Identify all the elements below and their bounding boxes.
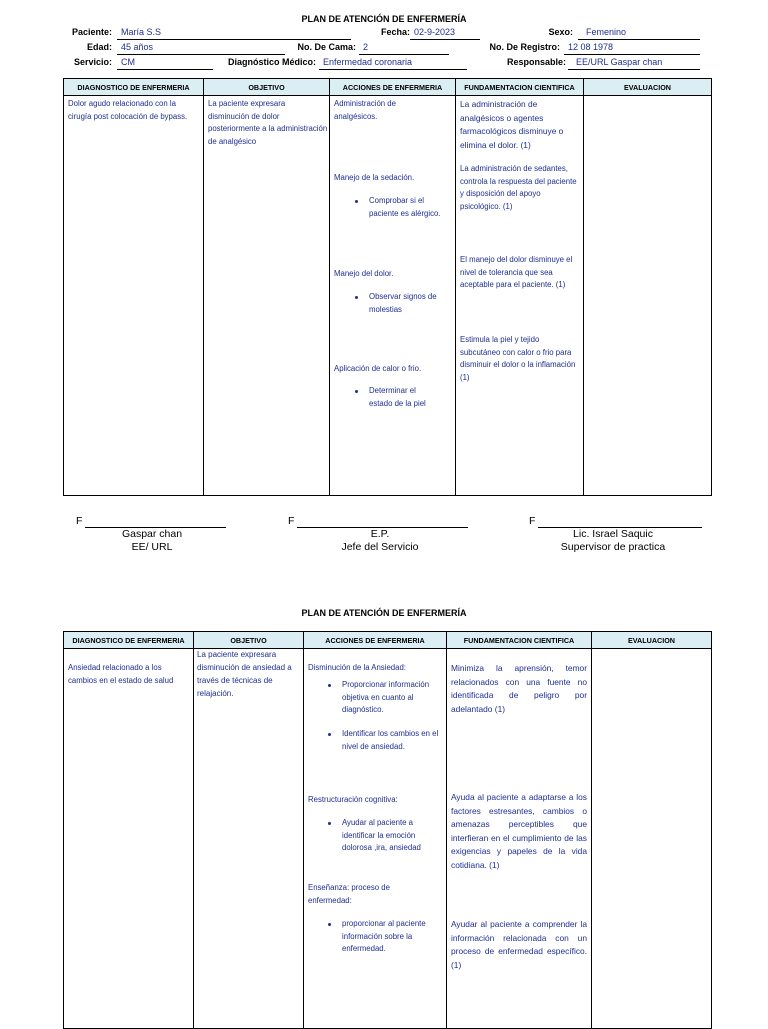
accion-restructuracion: Restructuración cognitiva: xyxy=(308,795,398,804)
accion-dolor-item: Observar signos de molestias xyxy=(369,292,437,314)
signature-name-2: E.P. xyxy=(370,528,390,540)
bullet-icon xyxy=(355,390,358,393)
accion-ansiedad-item-2: Identificar los cambios en el nivel de ansiedad. xyxy=(342,729,439,751)
paciente-label: Paciente: xyxy=(71,27,112,37)
registro-line xyxy=(564,54,700,55)
col-fundamentacion: FUNDAMENTACION CIENTIFICA xyxy=(447,632,592,649)
edad-value: 45 años xyxy=(121,42,154,52)
fundamentacion-1: Minimiza la aprensión, temor relacionados con una fuente no identificada de peligro por adelantado (1) xyxy=(451,663,587,714)
diagnostico-cell xyxy=(64,96,204,496)
bullet-icon xyxy=(328,733,331,736)
accion-restructuracion-item: Ayudar al paciente a identificar la emoción dolorosa ,ira, ansiedad xyxy=(342,818,421,852)
fundamentacion-4: Estimula la piel y tejido subcutáneo con calor o frio para disminuir el dolor o la inflamación (1) xyxy=(460,335,576,382)
bullet-icon xyxy=(328,684,331,687)
col-objetivo: OBJETIVO xyxy=(194,632,304,649)
sexo-line xyxy=(578,39,700,40)
fundamentacion-cell xyxy=(447,649,592,1029)
col-evaluacion: EVALUACION xyxy=(592,632,712,649)
fundamentacion-cell xyxy=(456,96,584,496)
page-title: PLAN DE ATENCIÓN DE ENFERMERÍA xyxy=(301,14,467,24)
fundamentacion-3: Ayudar al paciente a comprender la información relacionada con un proceso de enfermedad específico. (1) xyxy=(451,919,587,970)
signature-role-1: EE/ URL xyxy=(131,541,173,553)
evaluacion-cell xyxy=(584,96,712,496)
accion-sedacion-item: Comprobar si el paciente es alérgico. xyxy=(369,196,441,218)
fecha-label: Fecha: xyxy=(380,27,410,37)
cama-value: 2 xyxy=(363,42,369,52)
signature-f-3: F xyxy=(529,515,536,527)
evaluacion-cell xyxy=(592,649,712,1029)
registro-value: 12 08 1978 xyxy=(568,42,614,52)
signature-role-2: Jefe del Servicio xyxy=(341,541,419,553)
cama-label: No. De Cama: xyxy=(297,42,356,52)
col-acciones: ACCIONES DE ENFERMERIA xyxy=(330,79,456,96)
fundamentacion-1: La administración de analgésicos o agentes farmacológicos disminuye o elimina el dolor. (1) xyxy=(460,99,564,150)
bullet-icon xyxy=(328,923,331,926)
responsable-line xyxy=(568,69,700,70)
edad-line xyxy=(117,54,285,55)
fundamentacion-2: La administración de sedantes, controla la respuesta del paciente y disposición del apoyo psicológico. (1) xyxy=(460,164,577,211)
diagnostico-cell xyxy=(64,649,194,1029)
col-evaluacion: EVALUACION xyxy=(584,79,712,96)
fundamentacion-2: Ayuda al paciente a adaptarse a los factores estresantes, cambios o amenazas perceptibles que interfieran en el cumplimiento de las exigencias y papeles de la vida cotidiana. (1) xyxy=(451,792,587,870)
registro-label: No. De Registro: xyxy=(489,42,560,52)
diag-medico-label: Diagnóstico Médico: xyxy=(227,57,316,67)
diagnostico-text: Dolor agudo relacionado con la cirugía post colocación de bypass. xyxy=(68,99,188,121)
col-fundamentacion: FUNDAMENTACION CIENTIFICA xyxy=(456,79,584,96)
responsable-value: EE/URL Gaspar chan xyxy=(576,57,663,67)
objetivo-cell xyxy=(204,96,330,496)
bullet-icon xyxy=(355,200,358,203)
acciones-cell xyxy=(330,96,456,496)
sexo-value: Femenino xyxy=(586,27,627,37)
signature-f-2: F xyxy=(288,515,295,527)
fecha-value: 02-9-2023 xyxy=(414,27,456,37)
bullet-icon xyxy=(355,296,358,299)
accion-dolor: Manejo del dolor. xyxy=(334,269,394,278)
col-diagnostico: DIAGNOSTICO DE ENFERMERIA xyxy=(64,632,194,649)
responsable-label: Responsable: xyxy=(506,57,566,67)
servicio-line xyxy=(117,69,213,70)
signature-name-1: Gaspar chan xyxy=(121,528,183,540)
objetivo-text: La paciente expresara disminución de ansiedad a través de técnicas de relajación. xyxy=(197,650,292,698)
servicio-value: CM xyxy=(121,57,135,67)
objetivo-cell xyxy=(194,649,304,1029)
objetivo-text: La paciente expresara disminución de dolor posteriormente a la administración de analgésico xyxy=(208,99,328,146)
col-acciones: ACCIONES DE ENFERMERIA xyxy=(304,632,447,649)
diag-medico-value: Enfermedad coronaria xyxy=(323,57,413,67)
fundamentacion-3: El manejo del dolor disminuye el nivel de tolerancia que sea aceptable para el paciente. (1) xyxy=(460,255,573,289)
accion-analgesicos: Administración de analgésicos. xyxy=(334,99,396,121)
sexo-label: Sexo: xyxy=(548,27,573,37)
page-title-2: PLAN DE ATENCIÓN DE ENFERMERÍA xyxy=(301,608,467,618)
cama-line xyxy=(359,54,449,55)
accion-ensenanza: Enseñanza: proceso de enfermedad: xyxy=(308,883,390,905)
paciente-value: María S.S xyxy=(121,27,162,37)
accion-ansiedad-item-1: Proporcionar información objetiva en cuanto al diagnóstico. xyxy=(342,680,430,714)
accion-sedacion: Manejo de la sedación. xyxy=(334,173,415,182)
fecha-line xyxy=(410,39,480,40)
signature-f-1: F xyxy=(76,515,83,527)
accion-calor-frio: Aplicación de calor o frio. xyxy=(334,364,422,373)
care-plan-table-1 xyxy=(63,78,712,496)
col-diagnostico: DIAGNOSTICO DE ENFERMERIA xyxy=(64,79,204,96)
accion-ensenanza-item: proporcionar al paciente información sobre la enfermedad. xyxy=(342,919,426,953)
acciones-cell xyxy=(304,649,447,1029)
care-plan-table-2 xyxy=(63,631,712,1029)
accion-ansiedad: Disminución de la Ansiedad: xyxy=(308,663,406,672)
signature-role-3: Supervisor de practica xyxy=(560,541,666,553)
signature-name-3: Lic. Israel Saquic xyxy=(573,528,653,540)
edad-label: Edad: xyxy=(86,42,112,52)
diag-medico-line xyxy=(319,69,467,70)
col-objetivo: OBJETIVO xyxy=(204,79,330,96)
servicio-label: Servicio: xyxy=(73,57,112,67)
paciente-line xyxy=(117,39,351,40)
bullet-icon xyxy=(328,822,331,825)
accion-calor-frio-item: Determinar el estado de la piel xyxy=(369,386,426,408)
diagnostico-text: Ansiedad relacionado a los cambios en el estado de salud xyxy=(68,663,174,685)
